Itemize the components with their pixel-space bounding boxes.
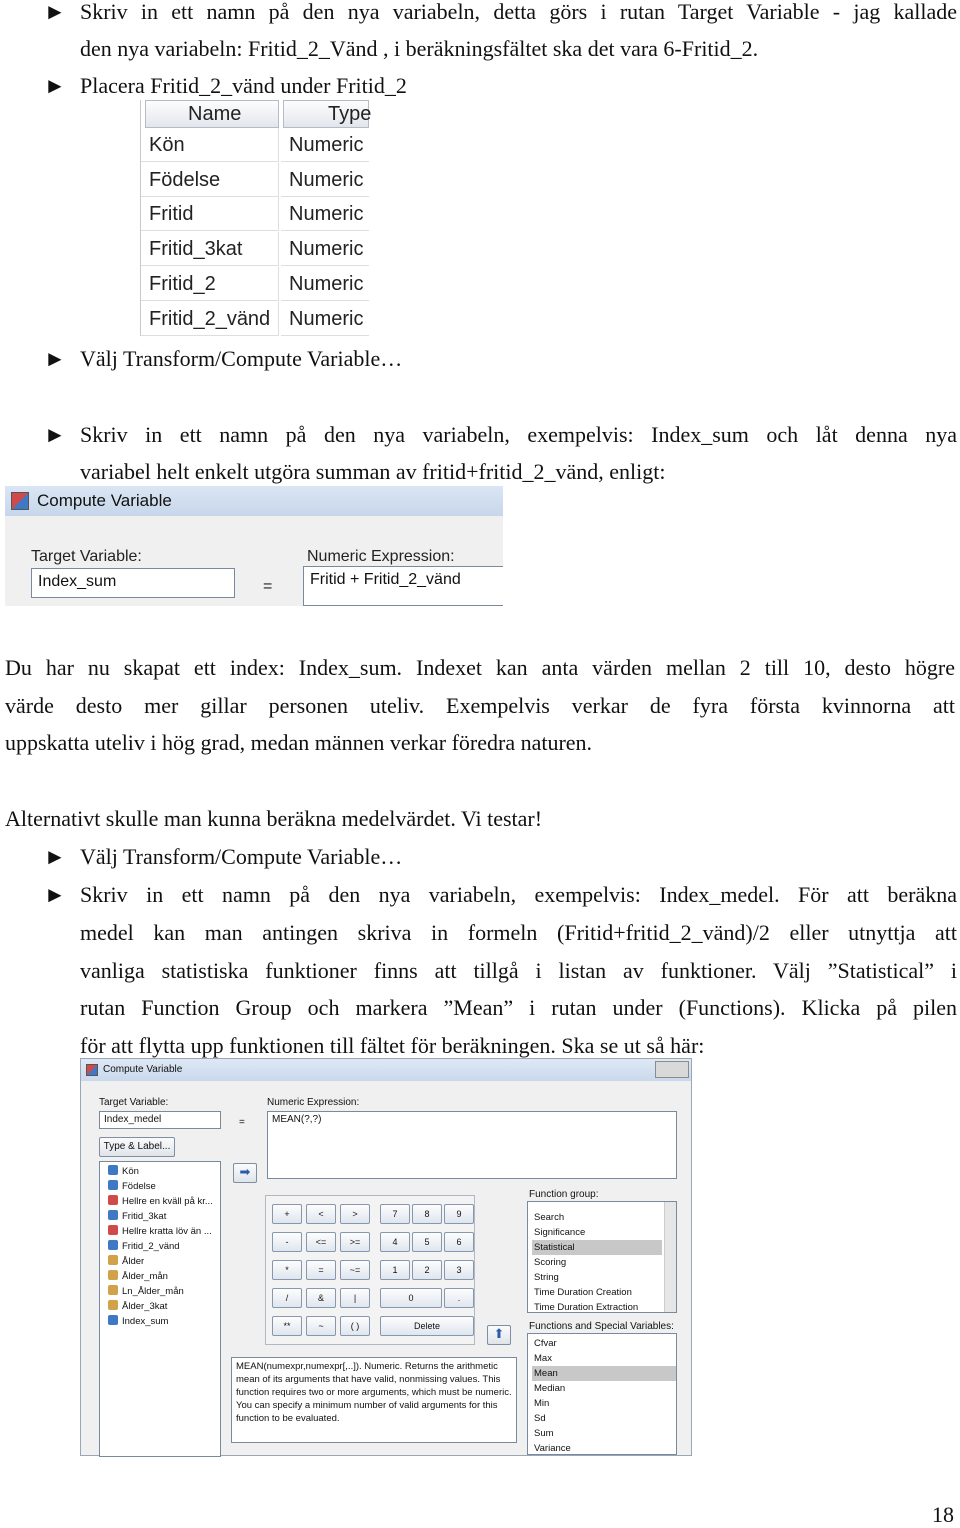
compute-variable-dialog-small xyxy=(5,486,503,606)
keypad-button[interactable]: 3 xyxy=(444,1260,474,1280)
function-item[interactable]: Mean xyxy=(532,1366,676,1381)
functions-list[interactable] xyxy=(527,1333,677,1455)
para1-line1: Du har nu skapat ett index: Index_sum. Indexet kan anta värden mellan 2 till 10, desto högre xyxy=(5,655,955,680)
variable-type-icon xyxy=(108,1270,118,1280)
page-number: 18 xyxy=(932,1502,954,1527)
variable-list-item-label: Fritid_3kat xyxy=(122,1211,167,1222)
variable-type-cell[interactable]: Numeric xyxy=(281,128,369,162)
step6-line5: för att flytta upp funktionen till fältet för beräkningen. Ska se ut så här: xyxy=(80,1033,705,1058)
keypad-button[interactable]: 4 xyxy=(380,1232,410,1252)
variable-list-item-label: Fritid_2_vänd xyxy=(122,1241,180,1252)
keypad-button[interactable]: = xyxy=(306,1260,336,1280)
move-variable-arrow-icon[interactable]: ➡ xyxy=(233,1163,257,1183)
keypad-button[interactable]: 7 xyxy=(380,1204,410,1224)
numeric-expression-value: MEAN(?,?) xyxy=(272,1114,322,1125)
target-variable-label: Target Variable: xyxy=(99,1097,169,1108)
step6-line2: medel kan man antingen skriva in formeln (Fritid+fritid_2_vänd)/2 eller utnyttja att xyxy=(80,920,957,945)
bullet-marker: ► xyxy=(44,882,66,907)
step6-line1: Skriv in ett namn på den nya variabeln, exempelvis: Index_medel. För att beräkna xyxy=(80,882,957,907)
keypad-button[interactable]: + xyxy=(272,1204,302,1224)
step1-line1: Skriv in ett namn på den nya variabeln, detta görs i rutan Target Variable - jag kallade xyxy=(80,0,957,24)
variable-type-icon xyxy=(108,1180,118,1190)
keypad-button[interactable]: * xyxy=(272,1260,302,1280)
function-item[interactable]: Sd xyxy=(534,1413,546,1424)
variable-type-icon xyxy=(108,1240,118,1250)
variable-type-cell[interactable]: Numeric xyxy=(281,232,369,266)
variable-list[interactable] xyxy=(99,1161,221,1457)
variable-name-cell[interactable]: Födelse xyxy=(141,163,279,197)
numeric-expression-label: Numeric Expression: xyxy=(267,1097,360,1108)
bullet-marker: ► xyxy=(44,422,66,447)
keypad-button[interactable]: <= xyxy=(306,1232,336,1252)
compute-variable-dialog-full xyxy=(80,1058,692,1456)
para1-line3: uppskatta uteliv i hög grad, medan männen verkar föredra naturen. xyxy=(5,730,593,755)
numeric-expression-input[interactable] xyxy=(267,1111,677,1179)
function-item[interactable]: Max xyxy=(534,1353,552,1364)
keypad-button[interactable]: 1 xyxy=(380,1260,410,1280)
keypad-button[interactable]: 5 xyxy=(412,1232,442,1252)
variable-type-cell[interactable]: Numeric xyxy=(281,197,369,231)
function-item[interactable]: Min xyxy=(534,1398,550,1409)
step3-text: Välj Transform/Compute Variable… xyxy=(80,346,403,371)
numeric-expression-input[interactable]: Fritid + Fritid_2_vänd xyxy=(303,566,503,606)
variable-list-item[interactable] xyxy=(108,1209,166,1224)
keypad-button[interactable]: - xyxy=(272,1232,302,1252)
functions-label: Functions and Special Variables: xyxy=(529,1321,674,1332)
variable-list-item[interactable] xyxy=(108,1164,139,1179)
variable-type-icon xyxy=(108,1210,118,1220)
function-description-text: MEAN(numexpr,numexpr[,..]). Numeric. Returns the arithmetic mean of its arguments that have valid, nonmissing values. This function requires two or more arguments, which must be numeric. You can specify a minimum number of valid arguments for this function to be evaluated. xyxy=(236,1361,512,1424)
function-group-label: Function group: xyxy=(529,1189,599,1200)
para2: Alternativt skulle man kunna beräkna medelvärdet. Vi testar! xyxy=(5,806,543,831)
variable-type-cell[interactable]: Numeric xyxy=(281,163,369,197)
calculator-keypad xyxy=(265,1195,475,1345)
dialog-title: Compute Variable xyxy=(81,1059,691,1081)
variable-list-item[interactable] xyxy=(108,1224,212,1239)
variable-name-cell[interactable]: Fritid_2_vänd xyxy=(141,302,279,336)
numeric-expression-label: Numeric Expression: xyxy=(307,548,455,565)
function-item[interactable]: Sum xyxy=(534,1428,554,1439)
function-group-item[interactable]: Time Duration Extraction xyxy=(534,1302,639,1313)
function-group-item[interactable]: Statistical xyxy=(532,1240,662,1255)
variable-view-screenshot xyxy=(140,100,372,336)
keypad-button[interactable]: 6 xyxy=(444,1232,474,1252)
keypad-button[interactable]: >= xyxy=(340,1232,370,1252)
target-variable-label: Target Variable: xyxy=(31,548,142,565)
variable-list-item-label: Ln_Ålder_mån xyxy=(122,1286,184,1297)
keypad-button[interactable]: 9 xyxy=(444,1204,474,1224)
bullet-marker: ► xyxy=(44,0,66,24)
keypad-button[interactable]: ( ) xyxy=(340,1316,370,1336)
step2-text: Placera Fritid_2_vänd under Fritid_2 xyxy=(80,73,407,98)
function-group-item[interactable]: Search xyxy=(534,1212,565,1223)
function-group-scrollbar[interactable] xyxy=(664,1202,676,1312)
variable-type-icon xyxy=(108,1225,118,1235)
para1-line2: värde desto mer gillar personen uteliv. Exempelvis verkar de fyra första kvinnorna att xyxy=(5,693,955,718)
variable-list-item[interactable] xyxy=(108,1284,184,1299)
variable-list-item-label: Index_sum xyxy=(122,1316,169,1327)
keypad-button[interactable]: 0 xyxy=(380,1288,442,1308)
variable-type-icon xyxy=(108,1300,118,1310)
step6-line3: vanliga statistiska funktioner finns att tillgå i listan av funktioner. Välj ”Statistical” i xyxy=(80,958,957,983)
variable-list-item[interactable] xyxy=(108,1179,156,1194)
function-group-item[interactable]: String xyxy=(534,1272,559,1283)
type-label-button[interactable]: Type & Label... xyxy=(99,1137,175,1157)
variable-list-item[interactable] xyxy=(108,1194,213,1209)
function-group-item[interactable]: Significance xyxy=(534,1227,586,1238)
variable-name-cell[interactable]: Fritid_2 xyxy=(141,267,279,301)
variable-type-cell[interactable]: Numeric xyxy=(281,302,369,336)
variable-list-item-label: Födelse xyxy=(122,1181,156,1192)
function-group-list[interactable] xyxy=(527,1201,677,1313)
compute-icon xyxy=(11,492,29,510)
bullet-marker: ► xyxy=(44,346,66,371)
target-variable-input[interactable]: Index_sum xyxy=(31,568,235,598)
keypad-button[interactable]: ~ xyxy=(306,1316,336,1336)
keypad-button[interactable]: < xyxy=(306,1204,336,1224)
variable-list-item[interactable] xyxy=(108,1239,180,1254)
variable-type-icon xyxy=(108,1195,118,1205)
function-item[interactable]: Variance xyxy=(534,1443,571,1454)
function-group-item[interactable]: Time Duration Creation xyxy=(534,1287,632,1298)
keypad-button[interactable]: Delete xyxy=(380,1316,474,1336)
function-description xyxy=(231,1357,517,1443)
variable-list-item[interactable] xyxy=(108,1254,144,1269)
variable-type-icon xyxy=(108,1165,118,1175)
target-variable-input[interactable]: Index_medel xyxy=(99,1111,221,1129)
bullet-marker: ► xyxy=(44,844,66,869)
equals-sign: = xyxy=(263,578,273,595)
variable-type-cell[interactable]: Numeric xyxy=(281,267,369,301)
close-button[interactable] xyxy=(655,1061,689,1078)
variable-name-cell[interactable]: Kön xyxy=(141,128,279,162)
variable-type-icon xyxy=(108,1255,118,1265)
keypad-button[interactable]: 2 xyxy=(412,1260,442,1280)
function-group-item[interactable]: Scoring xyxy=(534,1257,567,1268)
keypad-button[interactable]: | xyxy=(340,1288,370,1308)
variable-type-icon xyxy=(108,1315,118,1325)
variable-name-cell[interactable]: Fritid_3kat xyxy=(141,232,279,266)
variable-list-item[interactable] xyxy=(108,1299,167,1314)
variable-list-item-label: Ålder_mån xyxy=(122,1271,168,1282)
keypad-button[interactable]: > xyxy=(340,1204,370,1224)
compute-icon xyxy=(86,1064,98,1076)
keypad-button[interactable]: ~= xyxy=(340,1260,370,1280)
equals-sign: = xyxy=(239,1117,245,1128)
variable-list-item[interactable] xyxy=(108,1269,168,1284)
variable-list-item-label: Hellre en kväll på kr... xyxy=(122,1196,213,1207)
keypad-button[interactable]: 8 xyxy=(412,1204,442,1224)
keypad-button[interactable]: & xyxy=(306,1288,336,1308)
variable-list-item-label: Ålder_3kat xyxy=(122,1301,168,1312)
function-item[interactable]: Median xyxy=(534,1383,566,1394)
function-item[interactable]: Cfvar xyxy=(534,1338,557,1349)
dialog-title: Compute Variable xyxy=(5,486,503,516)
column-header-name[interactable]: Name xyxy=(145,100,279,128)
move-function-up-arrow-icon[interactable]: ⬆ xyxy=(487,1325,511,1345)
step4-line2: variabel helt enkelt utgöra summan av fritid+fritid_2_vänd, enligt: xyxy=(80,459,666,484)
variable-list-item-label: Kön xyxy=(122,1166,139,1177)
keypad-button[interactable]: . xyxy=(444,1288,474,1308)
column-header-type[interactable]: Type xyxy=(283,100,369,128)
keypad-button[interactable]: / xyxy=(272,1288,302,1308)
step1-line2: den nya variabeln: Fritid_2_Vänd , i beräkningsfältet ska det vara 6-Fritid_2. xyxy=(80,36,759,61)
step5-text: Välj Transform/Compute Variable… xyxy=(80,844,403,869)
keypad-button[interactable]: ** xyxy=(272,1316,302,1336)
bullet-marker: ► xyxy=(44,73,66,98)
variable-name-cell[interactable]: Fritid xyxy=(141,197,279,231)
variable-list-item-label: Ålder xyxy=(122,1256,145,1267)
step4-line1: Skriv in ett namn på den nya variabeln, exempelvis: Index_sum och låt denna nya xyxy=(80,422,957,447)
variable-type-icon xyxy=(108,1285,118,1295)
step6-line4: rutan Function Group och markera ”Mean” i rutan under (Functions). Klicka på pilen xyxy=(80,995,957,1020)
variable-list-item-label: Hellre kratta löv än ... xyxy=(122,1226,212,1237)
variable-list-item[interactable] xyxy=(108,1314,168,1329)
